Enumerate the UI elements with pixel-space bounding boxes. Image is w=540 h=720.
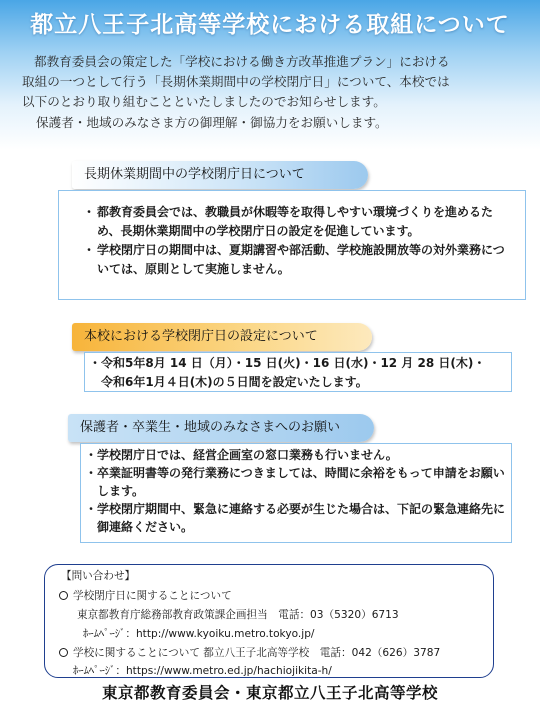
- list-item: ・ 学校閉庁日の期間中は、夏期講習や部活動、学校施設開放等の対外業務については、原則として実施しません。: [83, 241, 513, 279]
- list-item: ・ 学校閉庁日では、経営企画室の窓口業務も行いません。: [85, 446, 509, 464]
- contact-item-closure: [59, 587, 232, 605]
- section-closure-days-label: 長期休業期間中の学校閉庁日について: [72, 161, 368, 189]
- intro-line: 以下のとおり取り組むことといたしましたのでお知らせします。: [22, 94, 386, 109]
- section-requests-list: [85, 446, 509, 536]
- circle-bullet-icon: [59, 591, 68, 600]
- section-closure-days-list: [83, 203, 513, 279]
- intro-line: 都教育委員会の策定した「学校における働き方改革推進プラン」における: [34, 54, 450, 69]
- intro-line: 取組の一つとして行う「長期休業期間中の学校閉庁日」について、本校では: [22, 74, 450, 89]
- section-requests-box: [80, 443, 512, 543]
- contact-item-title: 学校閉庁日に関することについて: [73, 590, 232, 602]
- contact-item-school: [59, 644, 440, 662]
- section-school-dates-list: [89, 354, 509, 373]
- contact-item-org: 東京都教育庁総務部教育政策課企画担当 電話：03（5320）6713: [77, 609, 399, 621]
- section-school-dates-label: 本校における学校閉庁日の設定について: [72, 323, 372, 351]
- page-title: 都立八王子北高等学校における取組について: [30, 12, 510, 38]
- list-item: ・ 令和5年8月 14 日（月）・15 日(火)・16 日(水)・12 月 28 日(木)・: [89, 354, 509, 373]
- list-item: ・ 都教育委員会では、教職員が休暇等を取得しやすい環境づくりを進めるため、長期休業期間中の学校閉庁日の設定を促進しています。: [83, 203, 513, 241]
- list-item-continuation: 令和6年1月４日(木)の５日間を設定いたします。: [101, 375, 368, 389]
- contact-item-school-text: 学校に関することについて 都立八王子北高等学校 電話：042（626）3787: [73, 647, 441, 659]
- contact-box: [44, 564, 494, 678]
- section-school-dates-box: [84, 352, 512, 392]
- list-item: ・ 卒業証明書等の発行業務につきましては、時間に余裕をもって申請をお願いします。: [85, 464, 509, 500]
- section-closure-days-box: [58, 190, 526, 300]
- footer-issuer: 東京都教育委員会・東京都立八王子北高等学校: [101, 684, 438, 702]
- list-item: ・ 学校閉庁期間中、緊急に連絡する必要が生じた場合は、下記の緊急連絡先に御連絡ください。: [85, 500, 509, 536]
- contact-heading: 【問い合わせ】: [61, 570, 136, 582]
- section-requests-label: 保護者・卒業生・地域のみなさまへのお願い: [68, 414, 374, 442]
- intro-note: 保護者・地域のみなさま方の御理解・御協力をお願いします。: [36, 115, 388, 130]
- contact-item-web-link[interactable]: ﾎｰﾑﾍﾟｰｼﾞ：http://www.kyoiku.metro.tokyo.jp/: [83, 628, 315, 640]
- circle-bullet-icon: [59, 648, 68, 657]
- contact-item-school-web-link[interactable]: ﾎｰﾑﾍﾟｰｼﾞ：https://www.metro.ed.jp/hachiojikita-h/: [73, 665, 332, 677]
- intro-text: [22, 52, 522, 133]
